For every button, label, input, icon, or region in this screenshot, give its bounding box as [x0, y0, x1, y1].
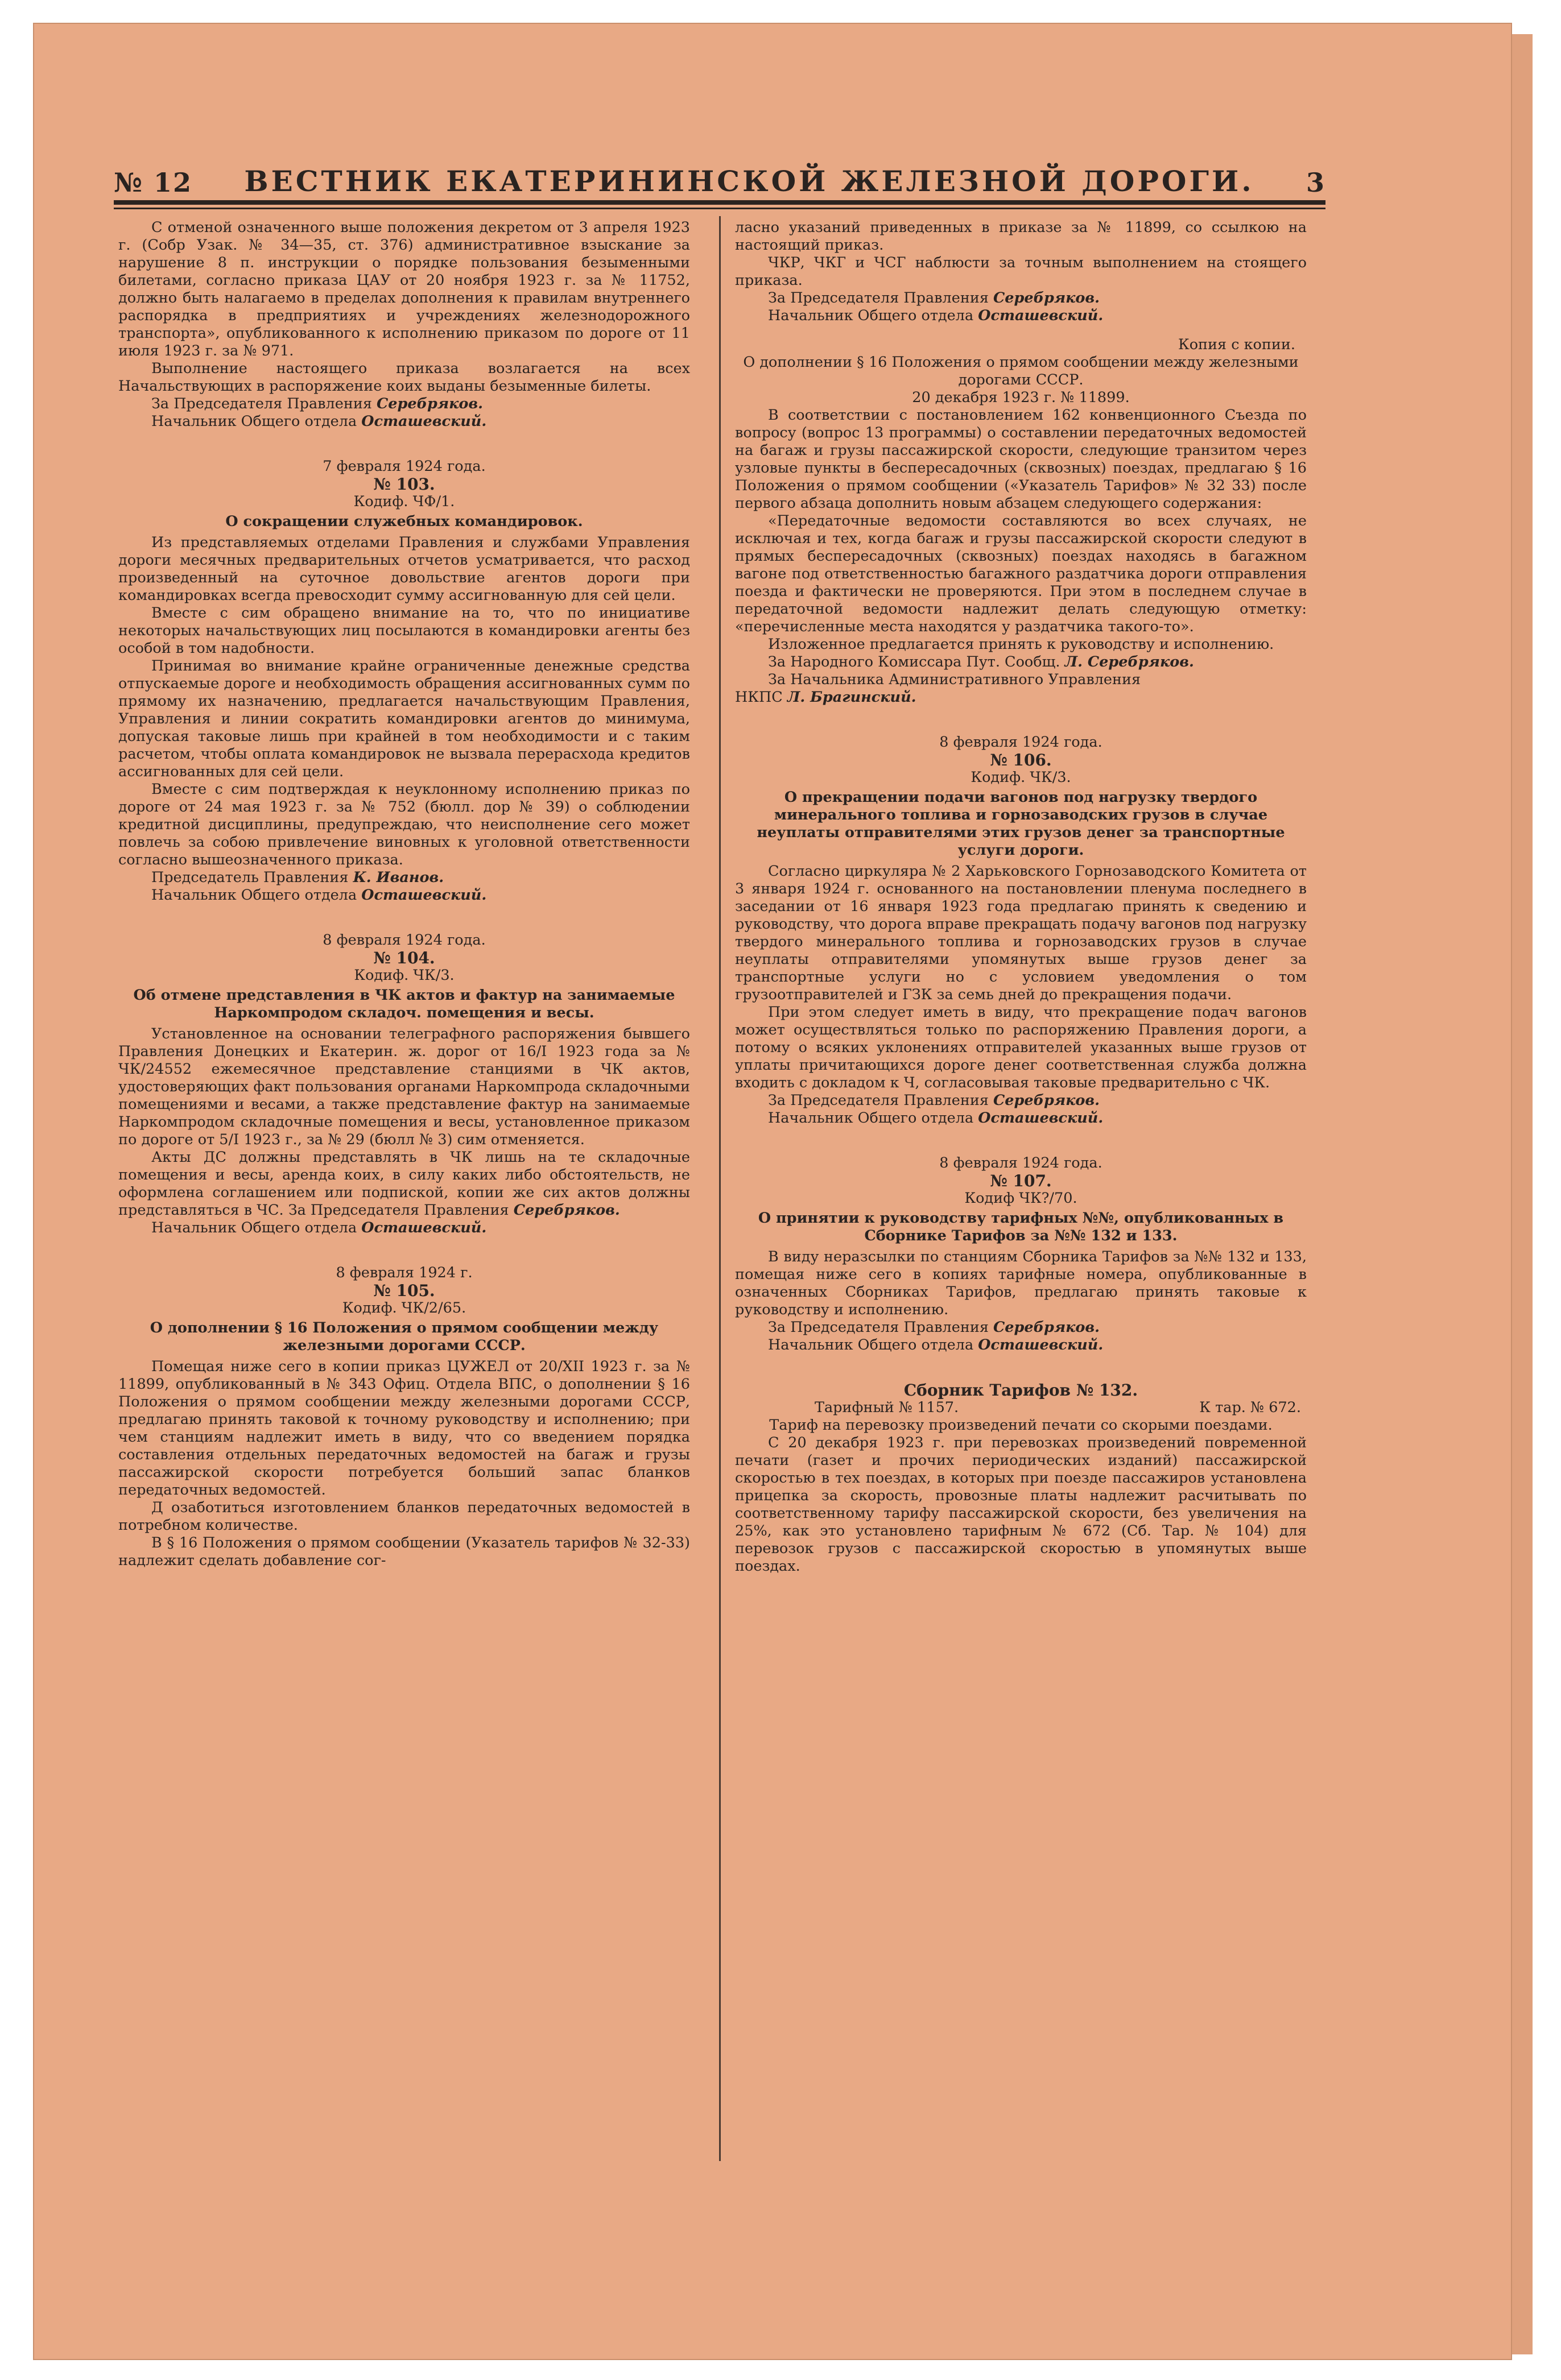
newspaper-title: ВЕСТНИК ЕКАТЕРИНИНСКОЙ ЖЕЛЕЗНОЙ ДОРОГИ.: [244, 164, 1254, 198]
signature: Председатель Правления К. Иванов.: [151, 869, 444, 886]
order-date: 8 февраля 1924 года.: [939, 734, 1102, 751]
paragraph: ласно указаний приведенных в приказе за № 11899, со ссылкою на настоящий приказ.: [735, 219, 1307, 254]
order-number: № 107.: [990, 1172, 1052, 1190]
order-subject: О сокращении служебных командировок.: [225, 513, 583, 530]
order-subject: Об отмене представления в ЧК актов и фактур на занимаемые Наркомпродом складоч. помещения и весы.: [133, 987, 675, 1021]
paragraph: Изложенное предлагается принять к руководству и исполнению.: [768, 636, 1274, 653]
order-date: 8 февраля 1924 года.: [323, 932, 486, 949]
copy-note: Копия с копии.: [1178, 336, 1295, 353]
paragraph: В § 16 Положения о прямом сообщении (Указатель тарифов № 32-33) надлежит сделать добавление сог-: [118, 1534, 690, 1569]
signature: Начальник Общего отдела Осташевский.: [768, 1110, 1104, 1127]
paragraph: Вместе с сим подтверждая к неуклонному исполнению приказ по дороге от 24 мая 1923 г. за № 752 (бюлл. дор № 39) о соблюдении кредитной дисциплины, предупреждаю, что неисполнение сего может повлечь за собою привлечение виновных к уголовной ответственности согласно вышеозначенного приказа.: [118, 781, 690, 868]
signature: За Народного Комиссара Пут. Сообщ. Л. Серебряков.: [768, 653, 1194, 670]
order-number: № 103.: [373, 475, 435, 494]
paragraph: В виду неразсылки по станциям Сборника Тарифов за №№ 132 и 133, помещая ниже сего в копиях тарифные номера, опубликованные в означенных Сборниках Тарифов, предлагаю принять таковые к руководству и исполнению.: [735, 1248, 1307, 1318]
paragraph: Д озаботиться изготовлением бланков передаточных ведомостей в потребном количестве.: [118, 1499, 690, 1534]
order-subject: О принятии к руководству тарифных №№, опубликованных в Сборнике Тарифов за №№ 132 и 133.: [758, 1210, 1284, 1244]
order-code: Кодиф. ЧК/3.: [354, 967, 455, 984]
signature: Начальник Общего отдела Осташевский.: [151, 413, 487, 430]
signature: За Председателя Правления Серебряков.: [151, 395, 484, 412]
paragraph: Из представляемых отделами Правления и службами Управления дороги месячных предварительных отчетов усматривается, что расход произведенный на суточное довольствие агентов дороги при командировках всегда превосходит сумму ассигнованную для сей цели.: [118, 534, 690, 604]
header-rule: [114, 200, 1325, 205]
order-code: Кодиф ЧК?/70.: [964, 1190, 1077, 1207]
signature: Начальник Общего отдела Осташевский.: [768, 1336, 1104, 1354]
right-column: [735, 219, 1307, 2164]
order-code: Кодиф. ЧФ/1.: [353, 493, 455, 510]
order-date: 8 февраля 1924 г.: [336, 1264, 473, 1281]
paragraph: При этом следует иметь в виду, что прекращение подач вагонов может осуществляться только по распоряжению Правления дороги, а потому о всяких уклонениях отправителей указанных выше грузов от уплаты причитающихся дороге денег соответственная служба должна входить с докладом к Ч, согласовывая таковые предварительно с ЧК.: [735, 1004, 1307, 1091]
paragraph: С 20 декабря 1923 г. при перевозках произведений повременной печати (газет и прочих периодических изданий) пассажирской скоростью в тех поездах, в которых при поезде пассажиров установлена прицепка за скорость, провозные платы надлежит расчитывать по соответственному тарифу пассажирской скорости, без увеличения на 25%, как это установлено тарифным № 672 (Сб. Тар. № 104) для перевозок грузов с пассажирской скоростью в упомянутых выше поездах.: [735, 1434, 1307, 1575]
header-rule-thin: [114, 208, 1325, 209]
left-column: [118, 219, 690, 2164]
signature: За Председателя Правления Серебряков.: [768, 1092, 1100, 1109]
signature: НКПС Л. Брагинский.: [735, 689, 916, 706]
paragraph: В соответствии с постановлением 162 конвенционного Съезда по вопросу (вопрос 13 программы) о составлении передаточных ведомостей на багаж и грузы пассажирской скорости, следующие транзитом через узловые пункты в беспересадочных (сквозных) поездах, предлагаю § 16 Положения о прямом сообщении («Указатель Тарифов» № 32 33) после первого абзаца дополнить новым абзацем следующего содержания:: [735, 407, 1307, 512]
page-number: 3: [1306, 167, 1325, 198]
order-number: № 106.: [990, 751, 1052, 769]
paragraph: Вместе с сим обращено внимание на то, что по инициативе некоторых начальствующих лиц посылаются в командировки агенты без особой в том надобности.: [118, 605, 690, 657]
paragraph: Принимая во внимание крайне ограниченные денежные средства отпускаемые дороге и необходимость обращения ассигнованных сумм по прямому их назначению, предлагается начальствующим Правления, Управления и линии сократить командировки агентов до минимума, допуская таковые лишь при крайней в том необходимости и с таким расчетом, чтобы оплата командировок не вызвала перерасхода кредитов ассигнованных для сей цели.: [118, 657, 690, 780]
signature: За Председателя Правления Серебряков.: [768, 289, 1100, 307]
tariff-header-row: [735, 1399, 1307, 1417]
copy-subject: О дополнении § 16 Положения о прямом сообщении между железными дорогами СССР.: [743, 354, 1299, 388]
signature: За Начальника Административного Управления: [768, 671, 1141, 688]
tariff-number: Тарифный № 1157.: [815, 1399, 959, 1416]
order-number: № 104.: [373, 949, 435, 967]
tariff-collection-title: Сборник Тарифов № 132.: [903, 1381, 1138, 1400]
paragraph: Согласно циркуляра № 2 Харьковского Горнозаводского Комитета от 3 января 1924 г. основанного на постановлении пленума последнего в заседании от 16 января 1923 года предлагаю принять к сведению и руководству, что дорога вправе прекращать подачу вагонов под нагрузку твердого минерального топлива и горнозаводских грузов в случае неуплаты отправителями упомянутых выше грузов денег за транспортные услуги но с условием уведомления о том грузоотправителей и ГЗК за семь дней до прекращения подачи.: [735, 863, 1307, 1003]
paragraph: «Передаточные ведомости составляются во всех случаях, не исключая и тех, когда багаж и грузы пассажирской скорости следуют в прямых беспересадочных (сквозных) поездах находясь в багажном вагоне под ответственностью багажного раздатчика дороги отправления поезда и фактически не проверяются. При этом в последнем случае в передаточной ведомости надлежит делать следующую отметку: «перечисленные места находятся у раздатчика такого-то».: [735, 512, 1307, 635]
masthead: [114, 152, 1325, 198]
paragraph: ЧКР, ЧКГ и ЧСГ наблюсти за точным выполнением на стоящего приказа.: [735, 254, 1307, 289]
signature: За Председателя Правления Серебряков.: [768, 1319, 1100, 1336]
paragraph: Акты ДС должны представлять в ЧК лишь на те складочные помещения и весы, аренда коих, в силу каких либо обстоятельств, не оформлена соглашением или подпиской, копии же сих актов должны представляться в ЧС. За Председателя Правления Серебряков.: [118, 1149, 690, 1219]
issue-number: № 12: [114, 167, 193, 198]
column-divider: [719, 216, 721, 2161]
paragraph: Выполнение настоящего приказа возлагается на всех Начальствующих в распоряжение коих выданы безыменные билеты.: [118, 360, 690, 395]
order-number: № 105.: [373, 1281, 435, 1300]
tariff-reference: К тар. № 672.: [1199, 1399, 1301, 1416]
signature: Начальник Общего отдела Осташевский.: [151, 887, 487, 904]
paper-edge: [1512, 34, 1533, 2354]
order-code: Кодиф. ЧК/3.: [971, 769, 1071, 786]
paragraph: Установленное на основании телеграфного распоряжения бывшего Правления Донецких и Екатерин. ж. дорог от 16/I 1923 года за № ЧК/24552 ежемесячное представление станциями в ЧК актов, удостоверяющих факт пользования органами Наркомпрода складочными помещениями и весами, а также представление фактур на занимаемые Наркомпродом складочные помещения и весы, установленное приказом по дороге от 5/I 1923 г., за № 29 (бюлл № 3) сим отменяется.: [118, 1025, 690, 1148]
tariff-title: Тариф на перевозку произведений печати со скорыми поездами.: [769, 1417, 1273, 1434]
order-date: 8 февраля 1924 года.: [939, 1154, 1102, 1172]
paragraph: С отменой означенного выше положения декретом от 3 апреля 1923 г. (Собр Узак. № 34—35, ст. 376) административное взыскание за нарушение 8 п. инструкции о порядке пользования безыменными билетами, согласно приказа ЦАУ от 20 ноября 1923 г. за № 11752, должно быть налагаемо в пределах дополнения к правилам внутреннего распорядка в предприятиях и учреждениях железнодорожного транспорта», опубликованного к исполнению приказом по дороге от 11 июля 1923 г. за № 971.: [118, 219, 690, 359]
signature: Начальник Общего отдела Осташевский.: [151, 1219, 487, 1236]
order-subject: О прекращении подачи вагонов под нагрузку твердого минерального топлива и горнозаводских грузов в случае неуплаты отправителями этих грузов денег за транспортные услуги дороги.: [757, 789, 1285, 859]
copy-date: 20 декабря 1923 г. № 11899.: [912, 389, 1130, 406]
paragraph: Помещая ниже сего в копии приказ ЦУЖЕЛ от 20/XII 1923 г. за № 11899, опубликованный в № 343 Офиц. Отдела ВПС, о дополнении § 16 Положения о прямом сообщении между железными дорогами СССР, предлагаю принять таковой к точному руководству и исполнению; при чем станциям надлежит иметь в виду, что со введением порядка составления отдельных передаточных ведомостей на багаж и грузы пассажирской скорости потребуется больший запас бланков передаточных ведомостей.: [118, 1358, 690, 1499]
order-date: 7 февраля 1924 года.: [323, 458, 486, 475]
order-code: Кодиф. ЧК/2/65.: [342, 1299, 466, 1317]
order-subject: О дополнении § 16 Положения о прямом сообщении между железными дорогами СССР.: [150, 1319, 659, 1354]
signature: Начальник Общего отдела Осташевский.: [768, 307, 1104, 324]
